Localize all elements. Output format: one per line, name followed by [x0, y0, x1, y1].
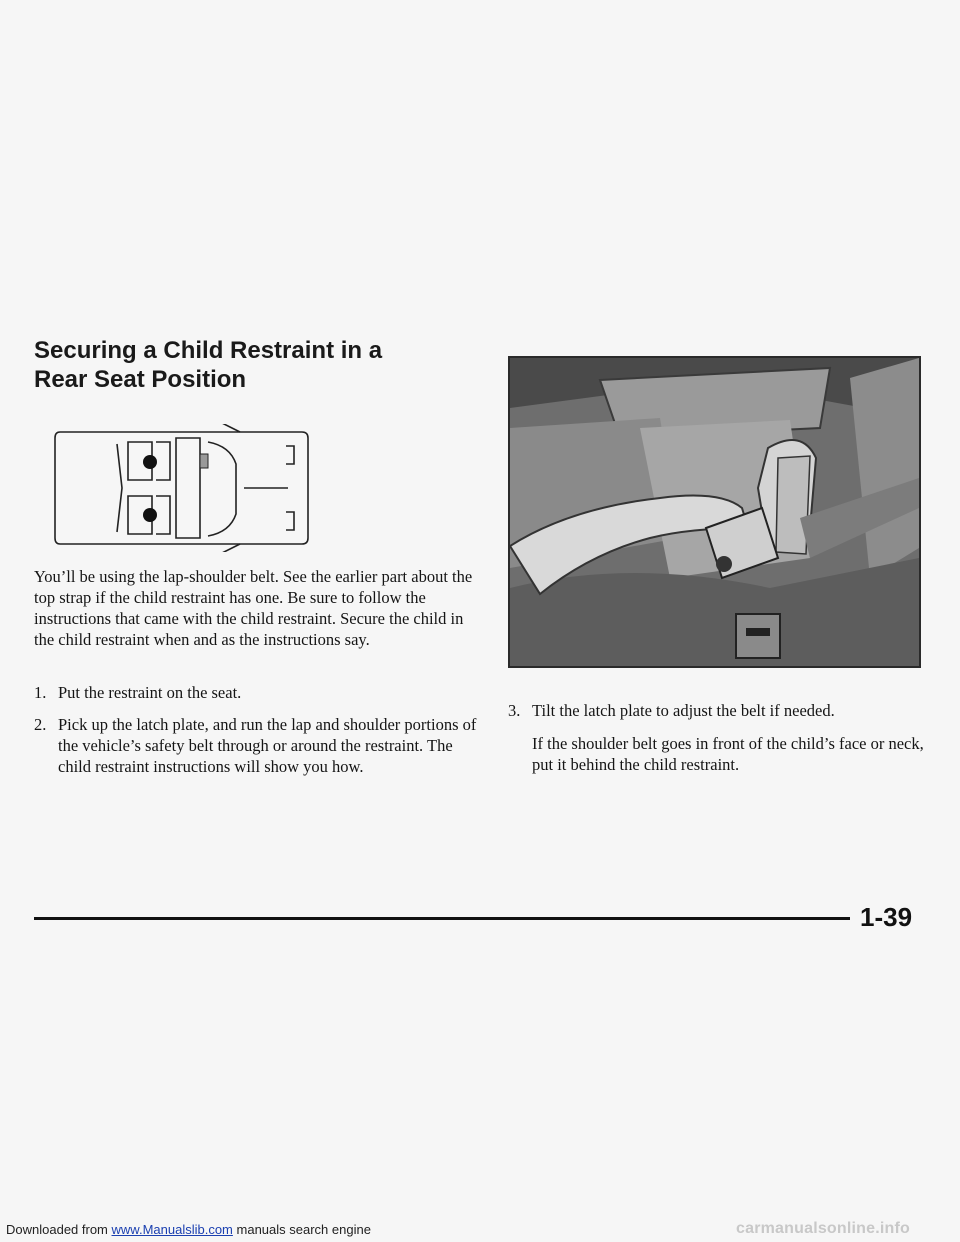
step-1-text: Put the restraint on the seat.: [58, 683, 242, 702]
step-3-text: Tilt the latch plate to adjust the belt if needed.: [532, 701, 835, 720]
step-2-number: 2.: [34, 715, 47, 734]
latch-plate-photo: [508, 356, 921, 668]
section-heading-line-1: Securing a Child Restraint in a: [34, 337, 383, 364]
manualslib-link[interactable]: www.Manualslib.com: [111, 1222, 233, 1237]
step-3-note: If the shoulder belt goes in front of the child’s face or neck, put it behind the child restraint.: [532, 734, 924, 774]
section-heading-line-2: Rear Seat Position: [34, 366, 247, 393]
section-heading: [34, 336, 454, 394]
page-number: 1-39: [860, 902, 913, 932]
step-2: [34, 714, 479, 777]
step-3: [508, 700, 933, 721]
step-1-number: 1.: [34, 683, 47, 702]
intro-paragraph: You’ll be using the lap-shoulder belt. See the earlier part about the top strap if the child restraint has one. Be sure to follow the instructions that came with the child restraint. Secure the child in the child restraint when and as the instructions say.: [34, 567, 473, 649]
download-credit-prefix: Downloaded from: [6, 1222, 108, 1237]
step-1: [34, 682, 479, 703]
site-watermark: carmanualsonline.info: [736, 1220, 911, 1237]
footer-rule: [34, 917, 850, 920]
download-credit-suffix: manuals search engine: [236, 1222, 371, 1237]
step-3-number: 3.: [508, 701, 521, 720]
download-credit: [6, 1222, 371, 1237]
step-2-text: Pick up the latch plate, and run the lap and shoulder portions of the vehicle’s safety belt through or around the restraint. The child restraint instructions will show you how.: [58, 715, 477, 776]
vehicle-top-view-diagram: [52, 424, 312, 552]
